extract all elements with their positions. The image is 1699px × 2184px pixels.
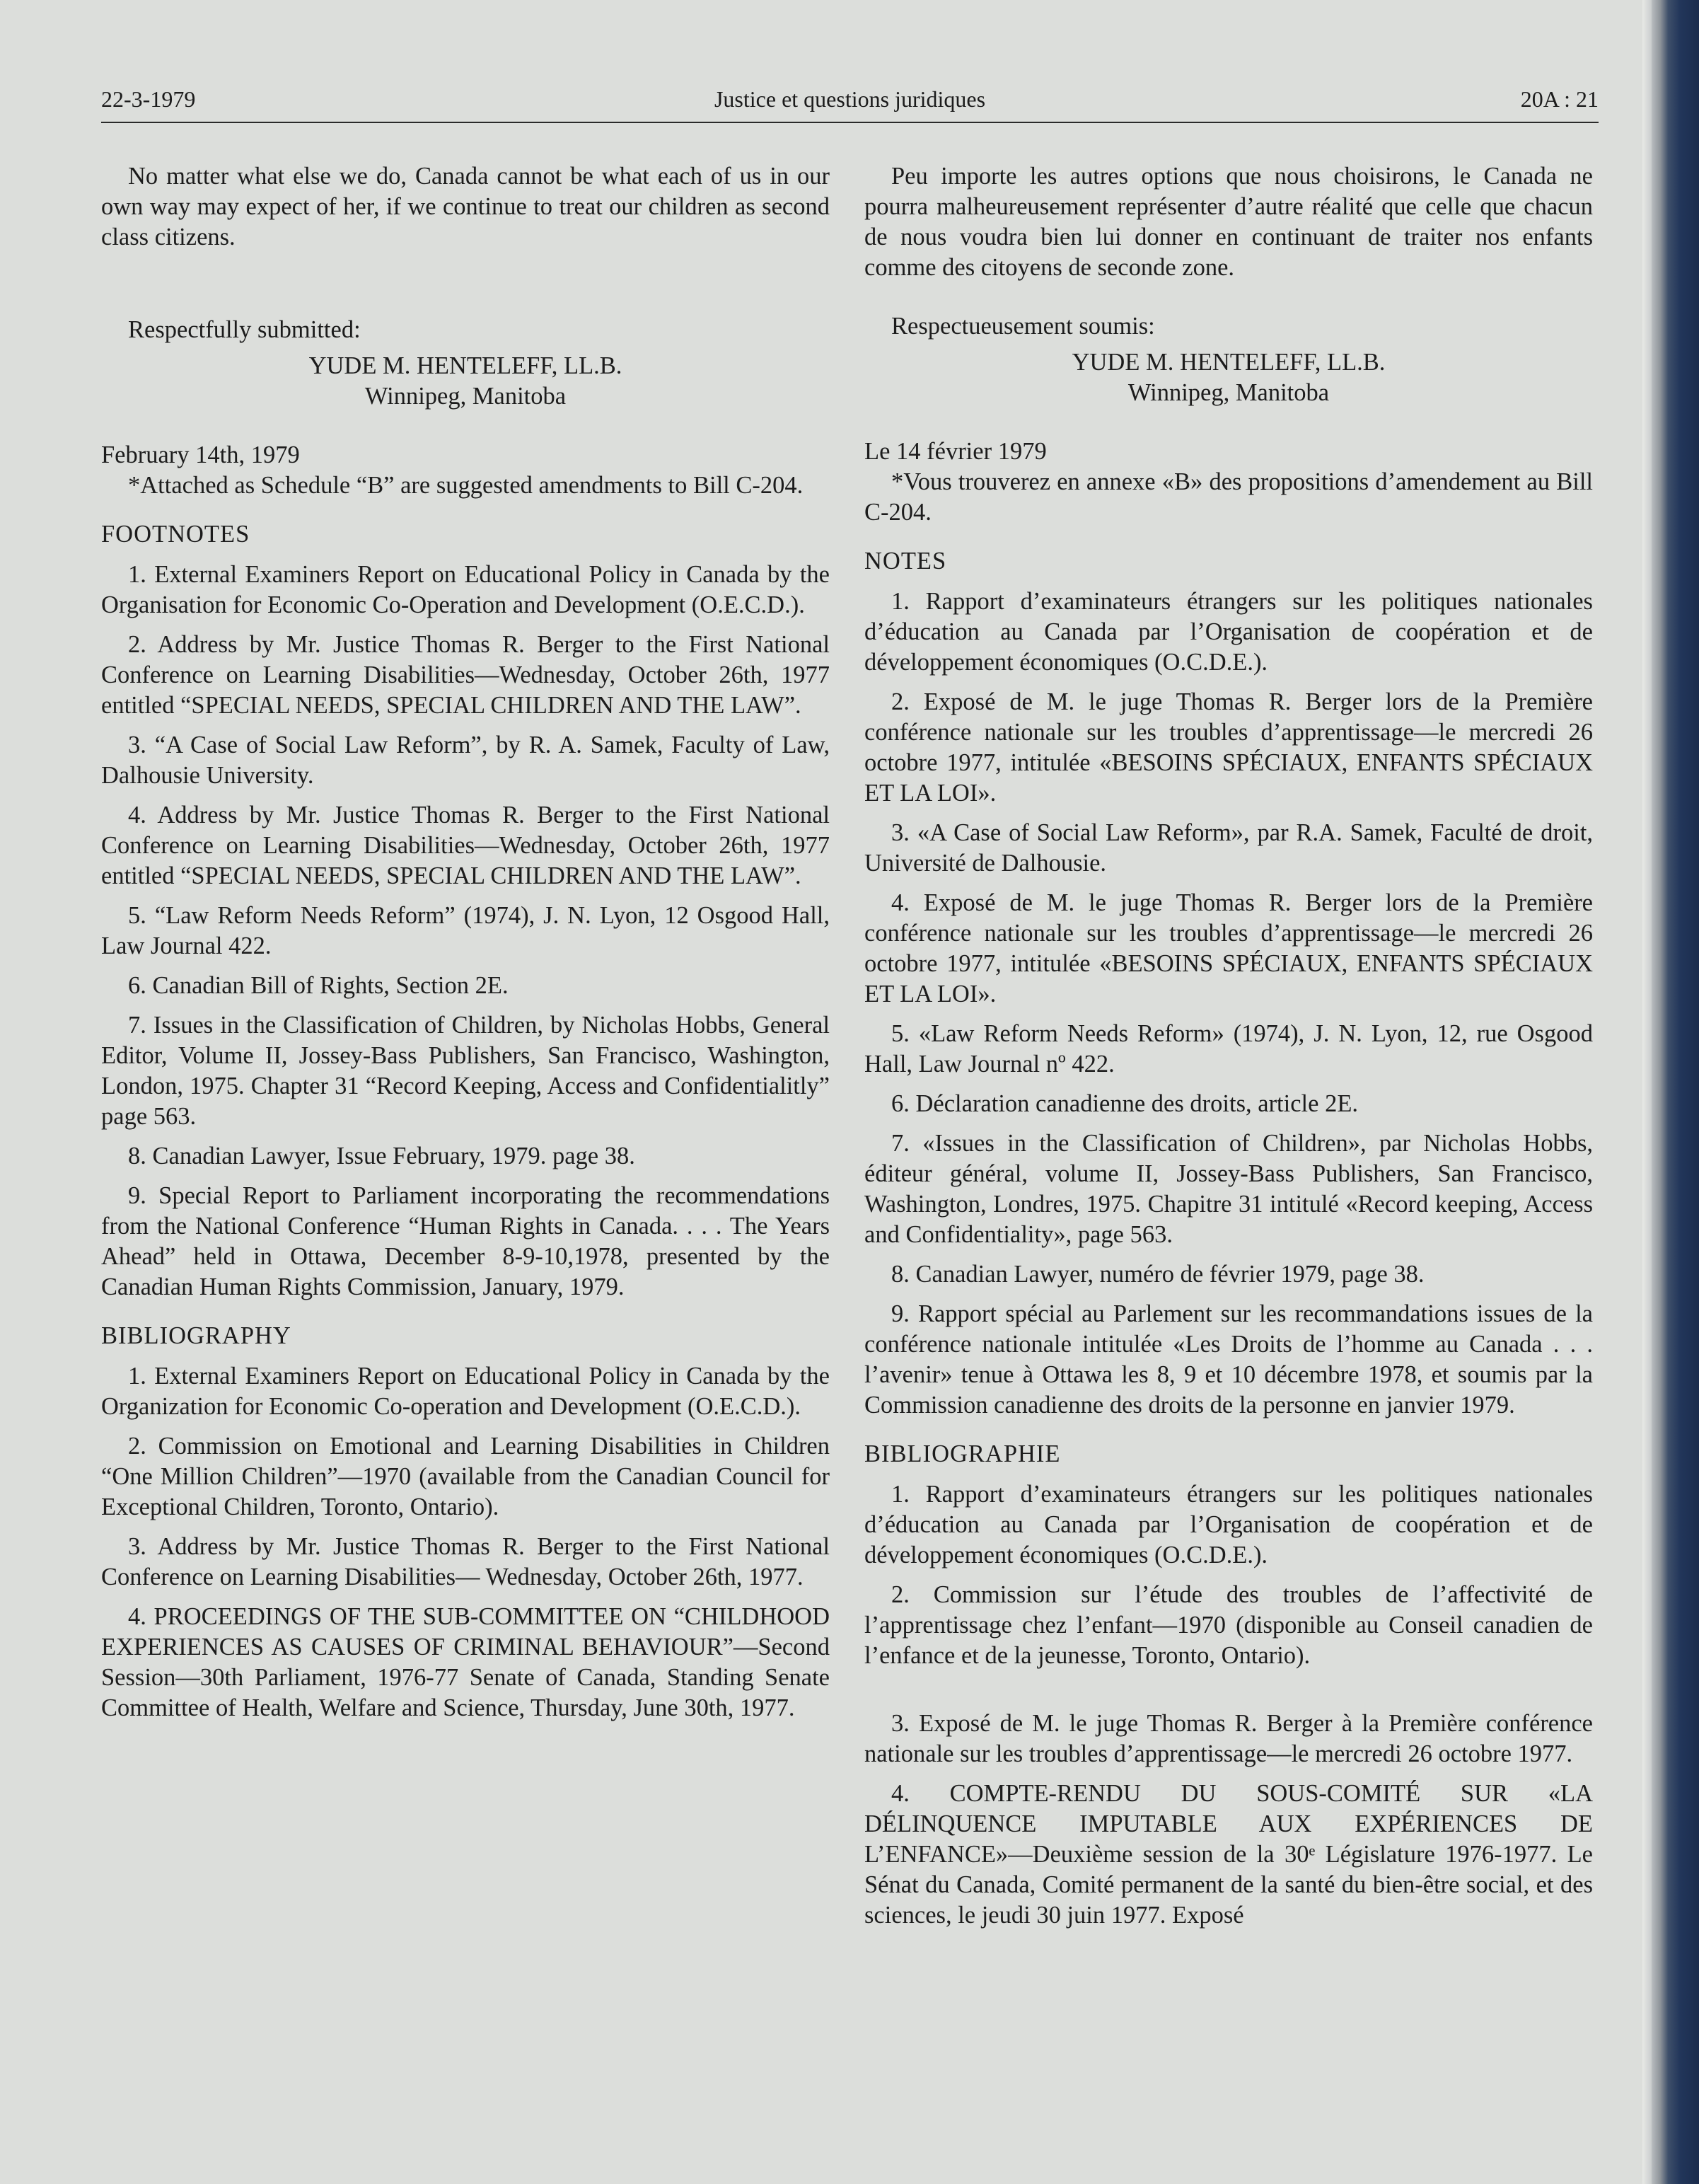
author-name: YUDE M. HENTELEFF, LL.B.	[1072, 349, 1386, 376]
letter-date: Le 14 février 1979	[864, 438, 1047, 465]
footnote-item: 1. External Examiners Report on Educational Policy in Canada by the Organisation for Economic Co-Operation and Development (O.E.C.D.).	[101, 561, 830, 618]
header-page-number: 20A : 21	[1520, 86, 1599, 112]
attached-note: *Vous trouverez en annexe «B» des propositions d’amendement au Bill C-204.	[864, 468, 1593, 526]
french-column	[864, 161, 1593, 1931]
author-city: Winnipeg, Manitoba	[364, 383, 567, 410]
attached-note: *Attached as Schedule “B” are suggested amendments to Bill C-204.	[128, 472, 804, 499]
footnote-item: 2. Address by Mr. Justice Thomas R. Berger to the First National Conference on Learning Disabilities—Wednesday, October 26th, 1977 entitled “SPECIAL NEEDS, SPECIAL CHILDREN AND THE LAW”.	[101, 631, 830, 719]
bibliography-item: 3. Address by Mr. Justice Thomas R. Berger to the First National Conference on Learning Disabilities— Wednesday, October 26th, 1977.	[101, 1533, 830, 1590]
footnote-item: 3. “A Case of Social Law Reform”, by R. A. Samek, Faculty of Law, Dalhousie University.	[101, 732, 830, 789]
bibliography-heading: BIBLIOGRAPHY	[101, 1322, 291, 1349]
footnote-item: 8. Canadian Lawyer, numéro de février 1979, page 38.	[891, 1261, 1425, 1288]
footnote-item: 5. “Law Reform Needs Reform” (1974), J. N. Lyon, 12 Osgood Hall, Law Journal 422.	[101, 902, 830, 959]
bibliography-item: 1. External Examiners Report on Educational Policy in Canada by the Organization for Economic Co-operation and Development (O.E.C.D.).	[101, 1363, 830, 1420]
submitted-line: Respectfully submitted:	[128, 316, 361, 343]
footnote-item: 4. Exposé de M. le juge Thomas R. Berger lors de la Première conférence nationale sur les troubles d’apprentissage—le mercredi 26 octobre 1977, intitulée «BESOINS SPÉCIAUX, ENFANTS SPÉCIAUX ET LA LOI».	[864, 889, 1593, 1007]
author-name: YUDE M. HENTELEFF, LL.B.	[308, 352, 622, 379]
bibliography-item: 2. Commission on Emotional and Learning Disabilities in Children “One Million Children”—1970 (available from the Canadian Council for Exceptional Children, Toronto, Ontario).	[101, 1433, 830, 1520]
footnote-item: 8. Canadian Lawyer, Issue February, 1979. page 38.	[128, 1143, 635, 1169]
footnote-item: 6. Canadian Bill of Rights, Section 2E.	[128, 972, 509, 999]
bibliography-item: 4. PROCEEDINGS OF THE SUB-COMMITTEE ON “CHILDHOOD EXPERIENCES AS CAUSES OF CRIMINAL BEHAVIOUR”—Second Session—30th Parliament, 1976-77 Senate of Canada, Standing Senate Committee of Health, Welfare and Science, Thursday, June 30th, 1977.	[101, 1603, 830, 1721]
header-date: 22-3-1979	[101, 86, 196, 112]
footnote-item: 7. «Issues in the Classification of Children», par Nicholas Hobbs, éditeur général, volume II, Jossey-Bass Publishers, San Francisco, Washington, Londres, 1975. Chapitre 31 intitulé «Record keeping, Access and Confidentiality», page 563.	[864, 1130, 1593, 1248]
footnote-item: 3. «A Case of Social Law Reform», par R.A. Samek, Faculté de droit, Université de Dalhousie.	[864, 819, 1593, 877]
author-city: Winnipeg, Manitoba	[1127, 379, 1330, 406]
bibliography-item: 4. COMPTE-RENDU DU SOUS-COMITÉ SUR «LA DÉLINQUENCE IMPUTABLE AUX EXPÉRIENCES DE L’ENFANCE»—Deuxième session de la 30ᵉ Législature 1976-1977. Le Sénat du Canada, Comité permanent de la santé du bien-être social, et des sciences, le jeudi 30 juin 1977. Exposé	[864, 1780, 1593, 1929]
letter-date: February 14th, 1979	[101, 441, 300, 468]
submitted-line: Respectueusement soumis:	[891, 313, 1155, 340]
intro-paragraph: Peu importe les autres options que nous choisirons, le Canada ne pourra malheureusement représenter d’autre réalité que celle que chacun de nous voudra bien lui donner en continuant de traiter nos enfants comme des citoyens de seconde zone.	[864, 163, 1593, 281]
running-header	[101, 86, 1599, 123]
footnote-item: 9. Rapport spécial au Parlement sur les recommandations issues de la conférence nationale intitulée «Les Droits de l’homme au Canada . . . l’avenir» tenue à Ottawa les 8, 9 et 10 décembre 1978, et soumis par la Commission canadienne des droits de la personne en janvier 1979.	[864, 1300, 1593, 1419]
header-title: Justice et questions juridiques	[714, 86, 986, 112]
footnote-item: 4. Address by Mr. Justice Thomas R. Berger to the First National Conference on Learning Disabilities—Wednesday, October 26th, 1977 entitled “SPECIAL NEEDS, SPECIAL CHILDREN AND THE LAW”.	[101, 802, 830, 889]
intro-paragraph: No matter what else we do, Canada cannot be what each of us in our own way may expect of her, if we continue to treat our children as second class citizens.	[101, 163, 830, 250]
footnote-item: 5. «Law Reform Needs Reform» (1974), J. N. Lyon, 12, rue Osgood Hall, Law Journal nº 422.	[864, 1020, 1593, 1077]
page-edge	[1642, 0, 1652, 2184]
footnote-item: 1. Rapport d’examinateurs étrangers sur les politiques nationales d’éducation au Canada par l’Organisation de coopération et de développement économiques (O.C.D.E.).	[864, 588, 1593, 676]
footnote-item: 6. Déclaration canadienne des droits, article 2E.	[891, 1090, 1359, 1117]
english-column	[101, 161, 830, 1723]
bibliography-item: 1. Rapport d’examinateurs étrangers sur les politiques nationales d’éducation au Canada par l’Organisation de coopération et de développement économiques (O.C.D.E.).	[864, 1481, 1593, 1568]
bibliography-item: 3. Exposé de M. le juge Thomas R. Berger à la Première conférence nationale sur les troubles d’apprentissage—le mercredi 26 octobre 1977.	[864, 1710, 1593, 1767]
book-binding	[1652, 0, 1699, 2184]
footnote-item: 9. Special Report to Parliament incorporating the recommendations from the National Conference “Human Rights in Canada. . . . The Years Ahead” held in Ottawa, December 8-9-10,1978, presented by the Canadian Human Rights Commission, January, 1979.	[101, 1182, 830, 1300]
footnote-item: 2. Exposé de M. le juge Thomas R. Berger lors de la Première conférence nationale sur les troubles d’apprentissage—le mercredi 26 octobre 1977, intitulée «BESOINS SPÉCIAUX, ENFANTS SPÉCIAUX ET LA LOI».	[864, 688, 1593, 807]
bibliography-heading: BIBLIOGRAPHIE	[864, 1440, 1061, 1467]
blank-spacer	[864, 1671, 1593, 1699]
header-rule	[101, 122, 1599, 123]
footnotes-heading: NOTES	[864, 548, 947, 574]
bibliography-item: 2. Commission sur l’étude des troubles de l’affectivité de l’apprentissage chez l’enfant—1970 (disponible au Conseil canadien de l’enfance et de la jeunesse, Toronto, Ontario).	[864, 1581, 1593, 1669]
footnote-item: 7. Issues in the Classification of Children, by Nicholas Hobbs, General Editor, Volume II, Jossey-Bass Publishers, San Francisco, Washington, London, 1975. Chapter 31 “Record Keeping, Access and Confidentialitly” page 563.	[101, 1012, 830, 1130]
footnotes-heading: FOOTNOTES	[101, 521, 250, 548]
